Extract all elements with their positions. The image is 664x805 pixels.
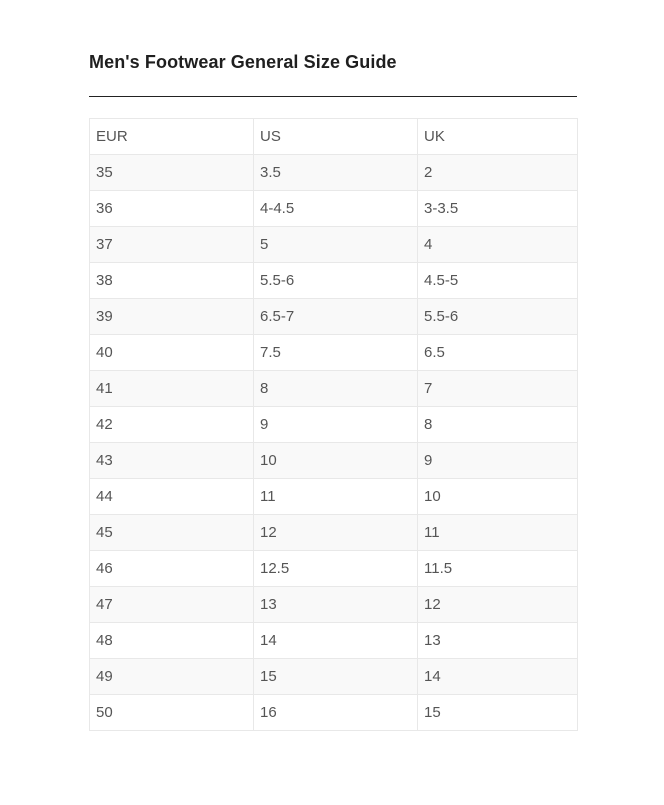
cell-us: 6.5-7 xyxy=(254,299,418,335)
title-divider xyxy=(89,96,577,97)
table-row xyxy=(90,443,578,479)
table-body xyxy=(90,155,578,731)
cell-uk: 12 xyxy=(418,587,578,623)
cell-us: 14 xyxy=(254,623,418,659)
cell-uk: 11 xyxy=(418,515,578,551)
cell-eur: 43 xyxy=(90,443,254,479)
table-row xyxy=(90,299,578,335)
cell-eur: 50 xyxy=(90,695,254,731)
cell-us: 3.5 xyxy=(254,155,418,191)
table-row xyxy=(90,155,578,191)
cell-us: 5.5-6 xyxy=(254,263,418,299)
table-row xyxy=(90,695,578,731)
cell-uk: 8 xyxy=(418,407,578,443)
cell-uk: 15 xyxy=(418,695,578,731)
cell-us: 7.5 xyxy=(254,335,418,371)
cell-eur: 35 xyxy=(90,155,254,191)
cell-eur: 48 xyxy=(90,623,254,659)
cell-eur: 39 xyxy=(90,299,254,335)
column-header-us: US xyxy=(254,119,418,155)
table-row xyxy=(90,479,578,515)
table-row xyxy=(90,659,578,695)
cell-uk: 2 xyxy=(418,155,578,191)
table-row xyxy=(90,371,578,407)
cell-uk: 5.5-6 xyxy=(418,299,578,335)
table-row xyxy=(90,623,578,659)
cell-uk: 13 xyxy=(418,623,578,659)
cell-eur: 36 xyxy=(90,191,254,227)
table-row xyxy=(90,263,578,299)
cell-eur: 49 xyxy=(90,659,254,695)
table-row xyxy=(90,191,578,227)
cell-us: 12.5 xyxy=(254,551,418,587)
table-row xyxy=(90,227,578,263)
cell-us: 9 xyxy=(254,407,418,443)
table-row xyxy=(90,515,578,551)
cell-uk: 14 xyxy=(418,659,578,695)
cell-eur: 47 xyxy=(90,587,254,623)
column-header-uk: UK xyxy=(418,119,578,155)
cell-us: 5 xyxy=(254,227,418,263)
cell-uk: 11.5 xyxy=(418,551,578,587)
table-row xyxy=(90,587,578,623)
cell-eur: 42 xyxy=(90,407,254,443)
column-header-eur: EUR xyxy=(90,119,254,155)
page-title: Men's Footwear General Size Guide xyxy=(89,52,397,72)
cell-eur: 45 xyxy=(90,515,254,551)
cell-eur: 46 xyxy=(90,551,254,587)
cell-us: 15 xyxy=(254,659,418,695)
cell-uk: 4.5-5 xyxy=(418,263,578,299)
cell-uk: 7 xyxy=(418,371,578,407)
cell-us: 8 xyxy=(254,371,418,407)
size-guide-table xyxy=(89,118,578,731)
cell-us: 4-4.5 xyxy=(254,191,418,227)
table-row xyxy=(90,407,578,443)
cell-us: 10 xyxy=(254,443,418,479)
cell-eur: 38 xyxy=(90,263,254,299)
cell-uk: 10 xyxy=(418,479,578,515)
cell-eur: 40 xyxy=(90,335,254,371)
table-row xyxy=(90,335,578,371)
cell-us: 11 xyxy=(254,479,418,515)
table-row xyxy=(90,551,578,587)
table-header-row xyxy=(90,119,578,155)
cell-us: 13 xyxy=(254,587,418,623)
cell-uk: 3-3.5 xyxy=(418,191,578,227)
cell-eur: 41 xyxy=(90,371,254,407)
cell-us: 16 xyxy=(254,695,418,731)
cell-uk: 4 xyxy=(418,227,578,263)
cell-uk: 6.5 xyxy=(418,335,578,371)
cell-uk: 9 xyxy=(418,443,578,479)
cell-us: 12 xyxy=(254,515,418,551)
cell-eur: 44 xyxy=(90,479,254,515)
cell-eur: 37 xyxy=(90,227,254,263)
